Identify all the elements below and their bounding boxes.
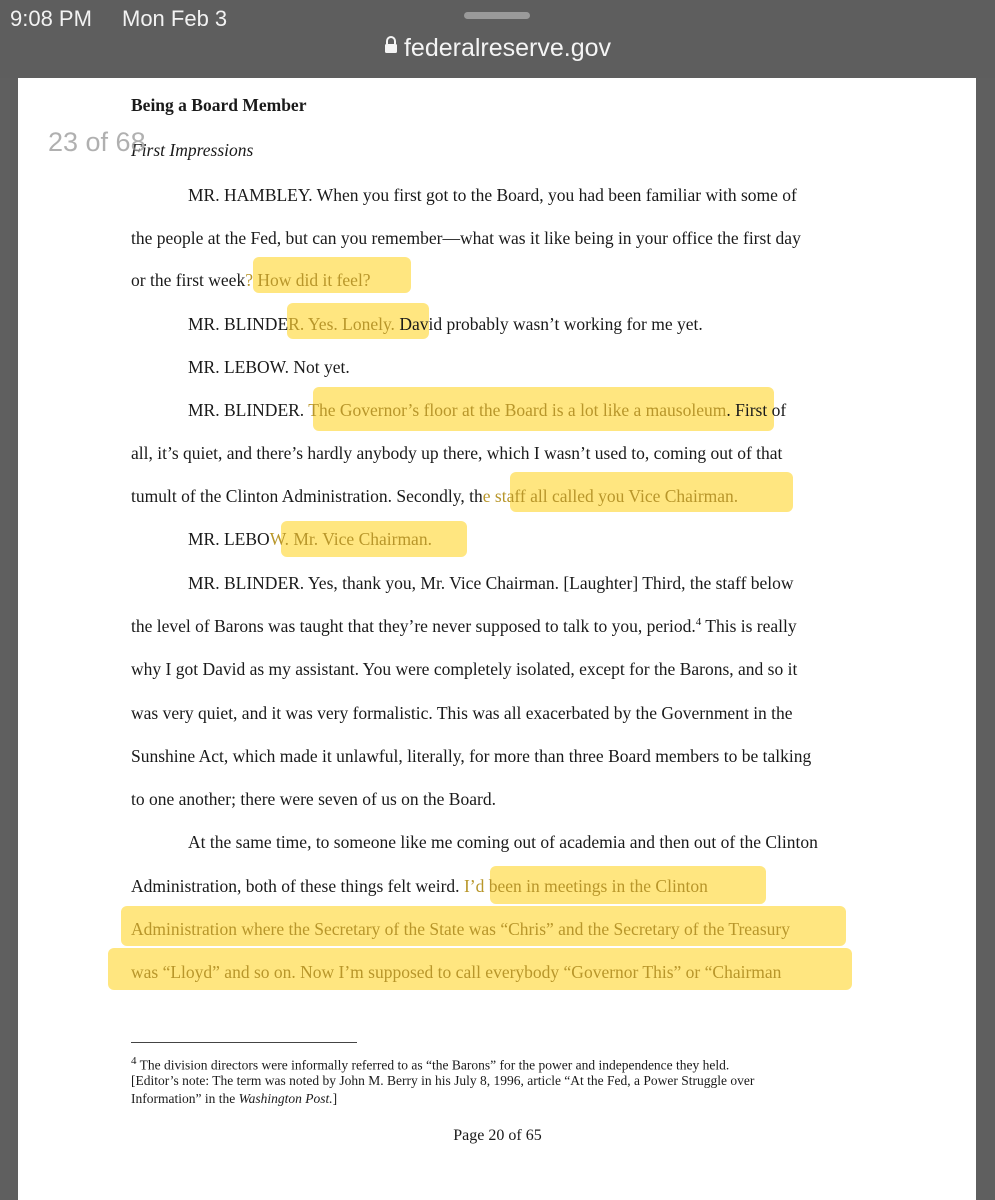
footnote-line: Information” in the Washington Post.] <box>131 1091 338 1106</box>
text-line: was very quiet, and it was very formalistic. This was all exacerbated by the Government in the <box>131 703 793 723</box>
text-line: tumult of the Clinton Administration. Secondly, the staff all called you Vice Chairman. <box>131 486 739 506</box>
page-counter: 23 of 68 <box>48 127 146 157</box>
section-subheading: First Impressions <box>131 140 254 160</box>
text-line: the people at the Fed, but can you remember—what was it like being in your office the first day <box>131 228 801 248</box>
text-line: MR. BLINDER. Yes. Lonely. David probably wasn’t working for me yet. <box>188 314 703 334</box>
status-time: 9:08 PM <box>10 6 92 31</box>
text-line: MR. LEBOW. Mr. Vice Chairman. <box>188 529 432 549</box>
section-heading: Being a Board Member <box>131 95 307 115</box>
text-line: to one another; there were seven of us on the Board. <box>131 789 496 809</box>
text-line: or the first week? How did it feel? <box>131 270 371 290</box>
text-line: was “Lloyd” and so on. Now I’m supposed to call everybody “Governor This” or “Chairman <box>131 962 782 982</box>
text-line: Administration where the Secretary of the State was “Chris” and the Secretary of the Treasury <box>131 919 790 939</box>
footnote-divider <box>131 1042 357 1043</box>
text-line: the level of Barons was taught that they’re never supposed to talk to you, period.$^4$ This is really <box>131 616 797 636</box>
text-line: all, it’s quiet, and there’s hardly anybody up there, which I wasn’t used to, coming out of that <box>131 443 783 463</box>
page-footer: Page 20 of 65 <box>453 1127 542 1144</box>
url-text: federalreserve.gov <box>403 34 612 62</box>
address-bar[interactable] <box>0 34 995 64</box>
text-line: MR. LEBOW. Not yet. <box>188 357 350 377</box>
text-line: why I got David as my assistant. You were completely isolated, except for the Barons, and so it <box>131 659 798 679</box>
footnote-ref: 4 <box>695 616 702 629</box>
footnote-line: $^4$ The division directors were informally referred to as “the Barons” for the power and independence they held. <box>131 1055 730 1073</box>
text-line: MR. HAMBLEY. When you first got to the Board, you had been familiar with some of <box>188 185 797 205</box>
lock-icon <box>384 32 398 61</box>
footnote-line: [Editor’s note: The term was noted by John M. Berry in his July 8, 1996, article “At the Fed, a Power Struggle over <box>131 1073 755 1088</box>
text-line: At the same time, to someone like me coming out of academia and then out of the Clinton <box>188 832 818 852</box>
text-line: Administration, both of these things felt weird. I’d been in meetings in the Clinton <box>131 876 708 896</box>
text-line: MR. BLINDER. The Governor’s floor at the Board is a lot like a mausoleum. First of <box>188 400 787 420</box>
status-date: Mon Feb 3 <box>122 6 228 31</box>
text-line: Sunshine Act, which made it unlawful, literally, for more than three Board members to be talking <box>131 746 812 766</box>
status-bar <box>0 0 995 78</box>
multitasking-grabber[interactable] <box>464 12 530 19</box>
text-line: MR. BLINDER. Yes, thank you, Mr. Vice Chairman. [Laughter] Third, the staff below <box>188 573 794 593</box>
